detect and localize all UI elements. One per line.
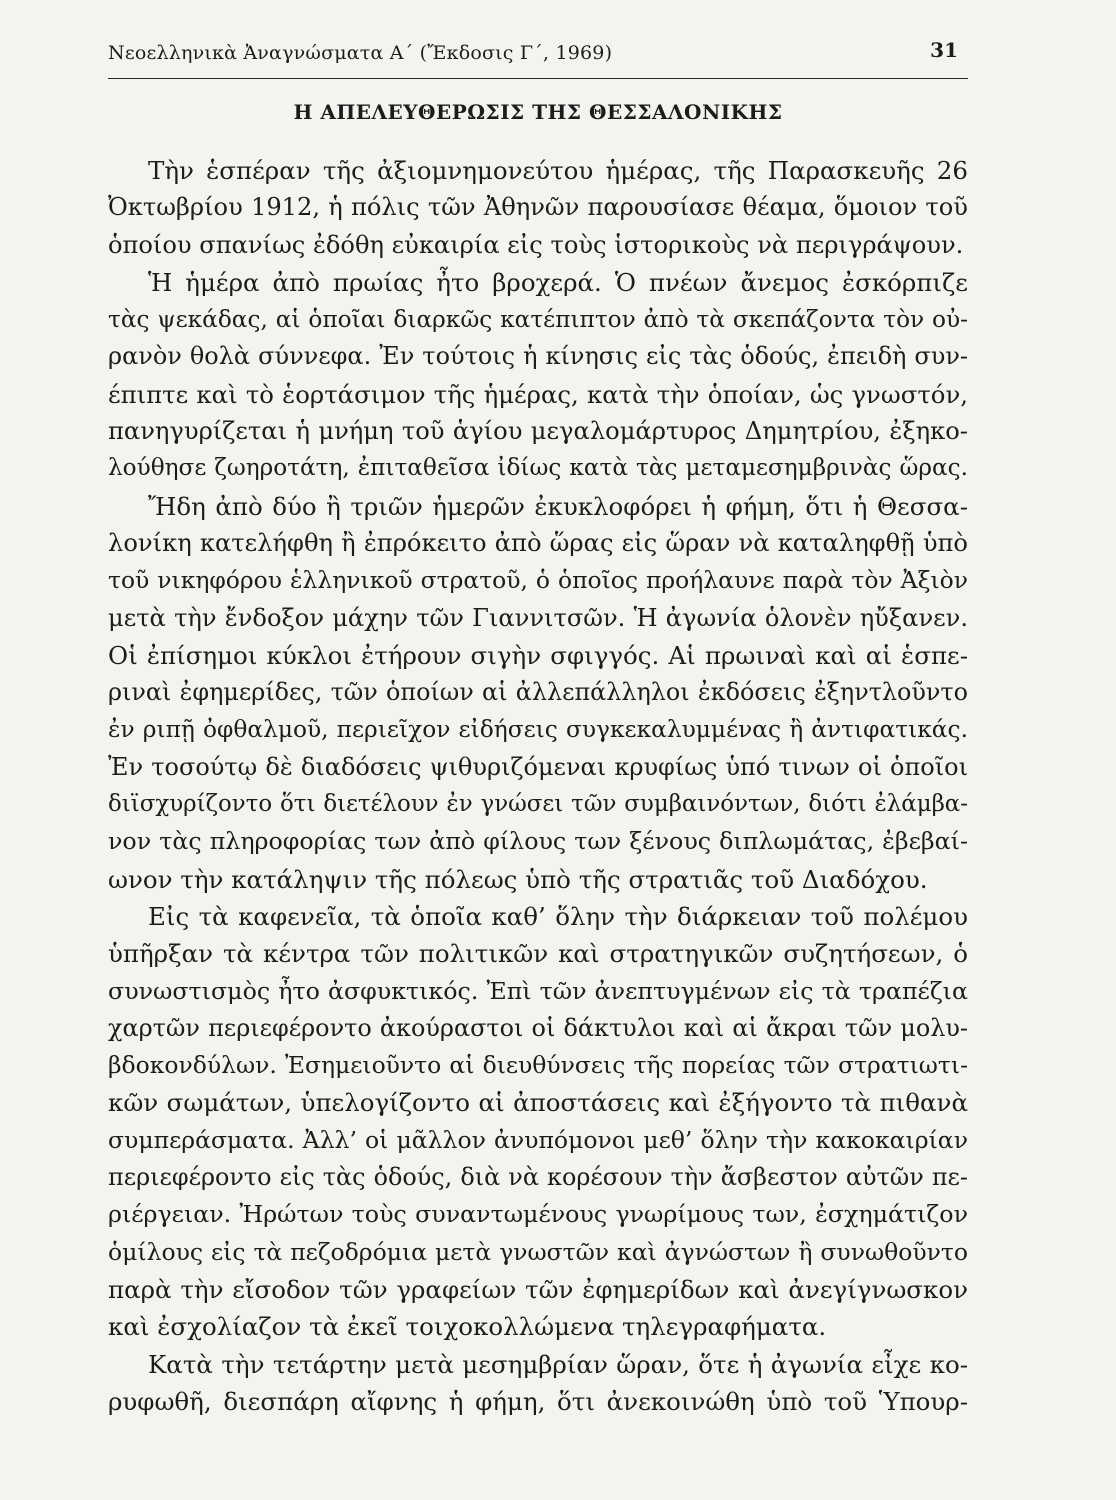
text-line: συνωστισμὸς ἦτο ἀσφυκτικός. Ἐπὶ τῶν ἀνεπτυγμένων εἰς τὰ τραπέζια [108,976,968,1005]
text-line: Ἤδη ἀπὸ δύο ἢ τριῶν ἡμερῶν ἐκυκλοφόρει ἡ φήμη, ὅτι ἡ Θεσσα- [148,491,968,521]
running-head: Νεοελληνικὰ Ἀναγνώσματα Α΄ (Ἔκδοσις Γ΄, 1969) [108,42,613,64]
chapter-title: Η ΑΠΕΛΕΥΘΕΡΩΣΙΣ ΤΗΣ ΘΕΣΣΑΛΟΝΙΚΗΣ [293,100,783,124]
header-rule [108,78,968,79]
text-line: Ὀκτωβρίου 1912, ἡ πόλις τῶν Ἀθηνῶν παρουσίασε θέαμα, ὅμοιον τοῦ [108,193,968,222]
text-line: νον τὰς πληροφορίας των ἀπὸ φίλους των ξένους διπλωμάτας, ἐβεβαί- [108,827,968,856]
text-line: περιεφέροντο εἰς τὰς ὁδούς, διὰ νὰ κορέσουν τὴν ἄσβεστον αὐτῶν πε- [108,1163,968,1192]
text-line: Ἡ ἡμέρα ἀπὸ πρωίας ἦτο βροχερά. Ὁ πνέων ἄνεμος ἐσκόρπιζε [148,267,968,297]
text-line: μετὰ τὴν ἔνδοξον μάχην τῶν Γιαννιτσῶν. Ἡ ἀγωνία ὁλονὲν ηὔξανεν. [108,603,968,632]
text-line: Τὴν ἑσπέραν τῆς ἀξιομνημονεύτου ἡμέρας, τῆς Παρασκευῆς 26 [148,156,968,185]
text-line: ὁποίου σπανίως ἐδόθη εὐκαιρία εἰς τοὺς ἱστορικοὺς νὰ περιγράψουν. [108,230,964,259]
text-line: ριέργειαν. Ἠρώτων τοὺς συναντωμένους γνωρίμους των, ἐσχημάτιζον [108,1200,968,1229]
text-line: ωνον τὴν κατάληψιν τῆς πόλεως ὑπὸ τῆς στρατιᾶς τοῦ Διαδόχου. [108,864,928,894]
text-line: ὁμίλους εἰς τὰ πεζοδρόμια μετὰ γνωστῶν καὶ ἀγνώστων ἢ συνωθοῦντο [108,1237,968,1266]
text-line: πανηγυρίζεται ἡ μνήμη τοῦ ἁγίου μεγαλομάρτυρος Δημητρίου, ἐξηκο- [108,417,968,446]
text-line: ἐν ριπῇ ὀφθαλμοῦ, περιεῖχον εἰδήσεις συγκεκαλυμμένας ἢ ἀντιφατικάς. [108,716,968,744]
page-number: 31 [930,38,958,62]
text-line: ρανὸν θολὰ σύννεφα. Ἐν τούτοις ἡ κίνησις εἰς τὰς ὁδούς, ἐπειδὴ συν- [108,342,968,371]
text-line: έπιπτε καὶ τὸ ἑορτάσιμον τῆς ἡμέρας, κατὰ τὴν ὁποίαν, ὡς γνωστόν, [108,379,968,409]
body-text [108,152,968,1420]
text-line: τοῦ νικηφόρου ἑλληνικοῦ στρατοῦ, ὁ ὁποῖος προήλαυνε παρὰ τὸν Ἀξιὸν [108,566,968,595]
text-line: Ἐν τοσούτῳ δὲ διαδόσεις ψιθυριζόμεναι κρυφίως ὑπό τινων οἱ ὁποῖοι [108,752,968,781]
text-line: ριναὶ ἐφημερίδες, τῶν ὁποίων αἱ ἀλλεπάλληλοι ἐκδόσεις ἐξηντλοῦντο [108,678,968,707]
text-line: λούθησε ζωηροτάτη, ἐπιταθεῖσα ἰδίως κατὰ τὰς μεταμεσημβρινὰς ὥρας. [108,455,968,482]
text-line: βδοκονδύλων. Ἐσημειοῦντο αἱ διευθύνσεις τῆς πορείας τῶν στρατιωτι- [108,1051,968,1080]
text-line: Εἰς τὰ καφενεῖα, τὰ ὁποῖα καθ’ ὅλην τὴν διάρκειαν τοῦ πολέμου [148,901,968,931]
text-line: κῶν σωμάτων, ὑπελογίζοντο αἱ ἀποστάσεις καὶ ἐξήγοντο τὰ πιθανὰ [108,1088,968,1118]
text-line: χαρτῶν περιεφέροντο ἀκούραστοι οἱ δάκτυλοι καὶ αἱ ἄκραι τῶν μολυ- [108,1013,968,1042]
text-line: τὰς ψεκάδας, αἱ ὁποῖαι διαρκῶς κατέπιπτον ἀπὸ τὰ σκεπάζοντα τὸν οὐ- [108,306,968,334]
text-line: ρυφωθῆ, διεσπάρη αἴφνης ἡ φήμη, ὅτι ἀνεκοινώθη ὑπὸ τοῦ Ὑπουρ- [108,1386,968,1416]
text-line: διϊσχυρίζοντο ὅτι διετέλουν ἐν γνώσει τῶν συμβαινόντων, διότι ἐλάμβα- [108,791,968,818]
text-line: ὑπῆρξαν τὰ κέντρα τῶν πολιτικῶν καὶ στρατηγικῶν συζητήσεων, ὁ [108,939,968,969]
page-header [108,34,968,74]
text-line: Κατὰ τὴν τετάρτην μετὰ μεσημβρίαν ὥραν, ὅτε ἡ ἀγωνία εἶχε κο- [148,1349,968,1379]
text-line: συμπεράσματα. Ἀλλ’ οἱ μᾶλλον ἀνυπόμονοι μεθ’ ὅλην τὴν κακοκαιρίαν [108,1125,968,1154]
text-line: καὶ ἐσχολίαζον τὰ ἐκεῖ τοιχοκολλώμενα τηλεγραφήματα. [108,1312,827,1342]
text-line: παρὰ τὴν εἴσοδον τῶν γραφείων τῶν ἐφημερίδων καὶ ἀνεγίγνωσκον [108,1274,968,1304]
text-line: λονίκη κατελήφθη ἢ ἐπρόκειτο ἀπὸ ὥρας εἰς ὥραν νὰ καταληφθῇ ὑπὸ [108,528,968,557]
text-line: Οἱ ἐπίσημοι κύκλοι ἐτήρουν σιγὴν σφιγγός. Αἱ πρωιναὶ καὶ αἱ ἑσπε- [108,640,968,670]
